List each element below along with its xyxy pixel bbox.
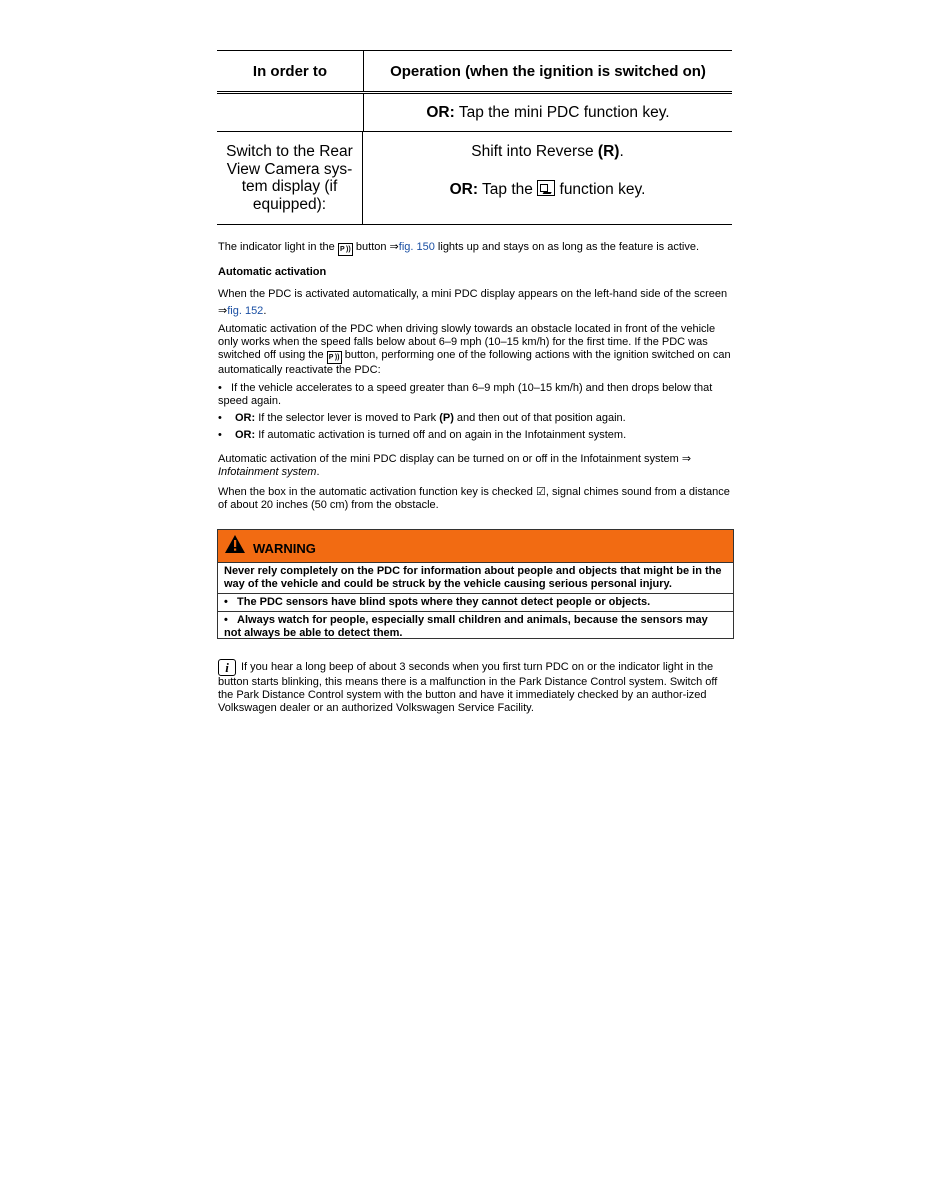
divider xyxy=(218,611,733,612)
fig-152-link[interactable]: fig. 152 xyxy=(227,305,264,317)
automatic-activation-heading: Automatic activation xyxy=(218,266,327,278)
fig-150-link[interactable]: fig. 150 xyxy=(398,241,435,253)
row2-operation xyxy=(363,132,732,224)
list-item xyxy=(218,412,734,425)
checked-box-icon: ☑ xyxy=(535,486,546,498)
info-note xyxy=(218,659,734,715)
table-header xyxy=(217,51,732,94)
bullet-2-text-end: and then out of that position again. xyxy=(453,412,626,424)
warning-bullet xyxy=(224,596,727,609)
or-label: OR: xyxy=(235,412,256,424)
rear-camera-key-icon xyxy=(537,180,555,196)
box-text-pre: When the box in the automatic activation function key is checked xyxy=(218,486,536,498)
auto2-text-pre: Automatic activation of the PDC when driving slowly towards an obstacle located in front of the vehicle only works when the speed falls below about 6–9 mph (10–15 km/h) for the first time. If the PDC was switched off using the xyxy=(218,323,716,361)
warning-box xyxy=(217,529,734,639)
table-row xyxy=(217,94,732,132)
mini-pdc-paragraph xyxy=(218,453,734,479)
warning-bullet xyxy=(224,614,727,640)
operation-table xyxy=(217,50,732,225)
auto1-text: When the PDC is activated automatically, a mini PDC display appears on the left-hand side of the screen ⇒ xyxy=(218,288,728,317)
auto2-text-post: button, performing one of the following actions with the ignition switched on can automatically reactivate the PDC: xyxy=(218,349,731,376)
indicator-text-post: lights up and stays on as long as the feature is active. xyxy=(434,241,700,253)
bullet-glyph: • xyxy=(218,429,222,441)
warning-title: WARNING xyxy=(253,541,316,556)
reverse-gear: (R) xyxy=(597,143,620,160)
bullet-2-text: If the selector lever is moved to Park xyxy=(255,412,440,424)
row1-operation xyxy=(364,94,732,131)
note-text: If you hear a long beep of about 3 seconds when you first turn PDC on or the indicator light in the button starts blinking, this means there is a malfunction in the Park Distance Control system. Switch off the Park Distance Control system with the button and have it immediately checked by an author-ized Volkswagen dealer or an authorized Volkswagen Service Facility. xyxy=(218,661,718,714)
divider xyxy=(218,593,733,594)
row1-operation-text: Tap the mini PDC function key. xyxy=(454,103,670,121)
bullet-glyph: • xyxy=(224,596,228,608)
reverse-text: Shift into Reverse xyxy=(471,143,598,160)
bullet-glyph: • xyxy=(224,614,228,626)
punct: . xyxy=(263,305,267,317)
checkbox-paragraph xyxy=(218,486,734,512)
warning-paragraph: Never rely completely on the PDC for information about people and objects that might be in the way of the vehicle and could be struck by the vehicle causing serious personal injury. xyxy=(224,565,722,590)
reactivation-list xyxy=(218,382,734,442)
park-gear: (P) xyxy=(439,412,454,424)
infotainment-reference[interactable]: Infotainment system xyxy=(218,466,317,478)
list-item xyxy=(218,382,734,408)
bullet-1-text: If the vehicle accelerates to a speed greater than 6–9 mph (10–15 km/h) and then drops below that speed again. xyxy=(218,382,713,407)
header-operation: Operation (when the ignition is switched on) xyxy=(390,62,706,80)
warning-body xyxy=(218,563,733,640)
warning-bullet-1-text: The PDC sensors have blind spots where they cannot detect people or objects. xyxy=(237,596,651,608)
box-text-post: , signal chimes sound from a distance of about 20 inches (50 cm) from the obstacle. xyxy=(218,486,730,511)
tap-text: Tap the xyxy=(478,181,538,198)
list-item xyxy=(218,429,734,442)
warning-header xyxy=(218,530,733,563)
header-in-order-to: In order to xyxy=(217,51,364,91)
pdc-button-icon: P )) xyxy=(338,243,353,256)
bullet-3-text: If automatic activation is turned off and on again in the Infotainment system. xyxy=(255,429,627,441)
row1-purpose xyxy=(217,94,364,131)
auto-paragraph-1 xyxy=(218,286,734,320)
mini-text: Automatic activation of the mini PDC display can be turned on or off in the Infotainment system ⇒ xyxy=(218,453,692,465)
or-label: OR: xyxy=(235,429,256,441)
pdc-button-icon: P )) xyxy=(327,351,342,364)
punct: . xyxy=(619,143,624,160)
indicator-paragraph xyxy=(218,241,734,256)
function-key-text: function key. xyxy=(555,181,646,198)
warning-bullet-2-text: Always watch for people, especially small children and animals, because the sensors may not always be able to detect them. xyxy=(224,614,708,639)
indicator-text-mid: button ⇒ xyxy=(352,241,399,253)
auto-paragraph-2 xyxy=(218,323,734,377)
bullet-glyph: • xyxy=(218,412,222,424)
info-icon: i xyxy=(218,659,236,676)
table-row xyxy=(217,132,732,225)
warning-triangle-icon xyxy=(224,534,246,554)
bullet-glyph: • xyxy=(218,382,222,394)
punct: . xyxy=(316,466,320,478)
row2-purpose: Switch to the Rear View Camera sys-tem display (if equipped): xyxy=(217,132,363,224)
or-label: OR: xyxy=(449,181,479,198)
indicator-text-pre: The indicator light in the xyxy=(218,241,338,253)
or-label: OR: xyxy=(426,103,455,121)
